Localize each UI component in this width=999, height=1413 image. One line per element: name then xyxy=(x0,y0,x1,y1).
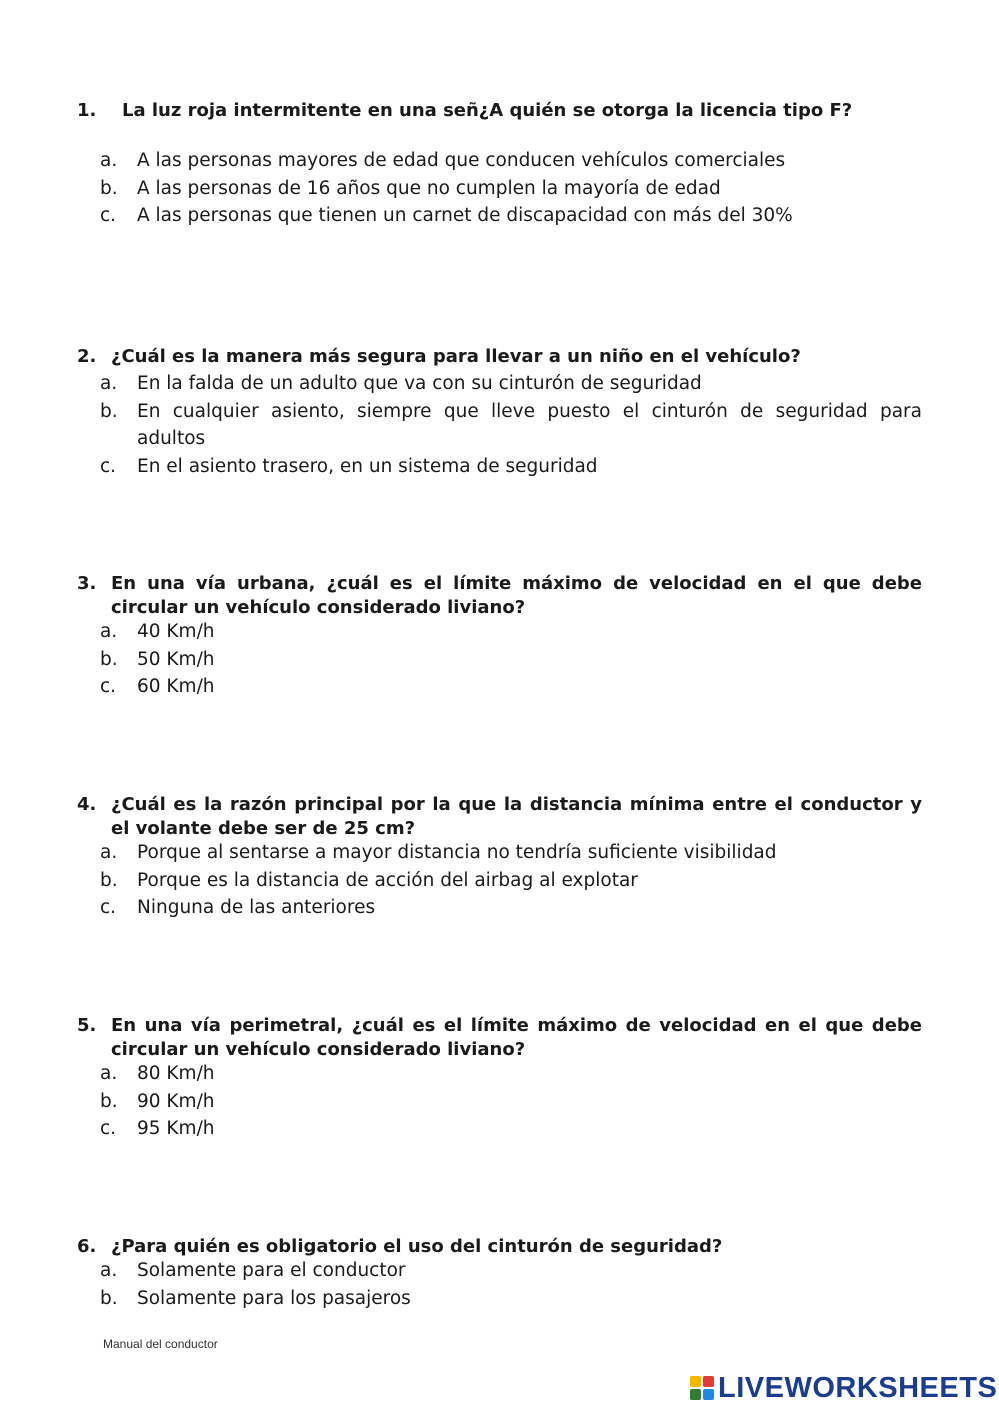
question-2-options xyxy=(100,370,922,480)
option-letter: a. xyxy=(100,150,118,171)
option-c xyxy=(100,894,922,922)
question-text: En una vía urbana, ¿cuál es el límite máximo de velocidad en el que debe circular un vehículo considerado liviano? xyxy=(111,573,922,618)
option-b xyxy=(100,646,922,674)
option-text: 60 Km/h xyxy=(137,676,215,697)
option-letter: c. xyxy=(100,455,117,477)
option-b xyxy=(100,867,922,895)
option-text: En el asiento trasero, en un sistema de seguridad xyxy=(137,455,598,477)
option-text: Ninguna de las anteriores xyxy=(137,897,376,918)
question-5-options xyxy=(100,1060,922,1143)
question-5-title xyxy=(77,1014,922,1062)
question-number: 4. xyxy=(77,794,97,815)
question-3-title xyxy=(77,572,922,620)
option-letter: b. xyxy=(100,400,118,422)
option-letter: c. xyxy=(100,897,117,918)
question-text: ¿Cuál es la razón principal por la que la distancia mínima entre el conductor y el volante debe ser de 25 cm? xyxy=(111,794,922,839)
option-text: En cualquier asiento, siempre que lleve puesto el cinturón de seguridad para adultos xyxy=(137,400,922,449)
question-text: En una vía perimetral, ¿cuál es el límite máximo de velocidad en el que debe circular un vehículo considerado liviano? xyxy=(111,1015,922,1060)
option-b xyxy=(100,398,922,453)
question-3-options xyxy=(100,618,922,701)
footer-note: Manual del conductor xyxy=(103,1337,218,1351)
option-a xyxy=(100,147,922,175)
question-4-title xyxy=(77,793,922,841)
question-text: ¿Cuál es la manera más segura para llevar a un niño en el vehículo? xyxy=(111,346,801,367)
option-b xyxy=(100,1088,922,1116)
question-number: 5. xyxy=(77,1015,97,1036)
option-text: 80 Km/h xyxy=(137,1063,215,1084)
option-b xyxy=(100,1285,922,1313)
question-2-title xyxy=(77,345,922,369)
option-letter: b. xyxy=(100,1287,118,1309)
question-text: ¿Para quién es obligatorio el uso del cinturón de seguridad? xyxy=(111,1236,723,1257)
option-letter: a. xyxy=(100,373,118,394)
option-a xyxy=(100,1060,922,1088)
option-c xyxy=(100,453,922,481)
option-text: 50 Km/h xyxy=(137,648,215,670)
option-b xyxy=(100,175,922,203)
option-text: En la falda de un adulto que va con su cinturón de seguridad xyxy=(137,373,702,394)
option-a xyxy=(100,839,922,867)
question-text: La luz roja intermitente en una señ¿A quién se otorga la licencia tipo F? xyxy=(122,100,853,121)
option-text: A las personas que tienen un carnet de discapacidad con más del 30% xyxy=(137,205,793,226)
question-number: 2. xyxy=(77,346,97,367)
option-a xyxy=(100,618,922,646)
question-number: 6. xyxy=(77,1236,97,1257)
option-text: Solamente para los pasajeros xyxy=(137,1287,411,1309)
question-1-title xyxy=(77,99,922,123)
option-a xyxy=(100,1257,922,1285)
option-letter: a. xyxy=(100,1260,118,1281)
option-letter: b. xyxy=(100,1090,118,1112)
option-letter: b. xyxy=(100,648,118,670)
option-letter: c. xyxy=(100,205,117,226)
option-text: A las personas de 16 años que no cumplen la mayoría de edad xyxy=(137,177,721,199)
option-letter: a. xyxy=(100,842,118,863)
question-6-options xyxy=(100,1257,922,1312)
option-c xyxy=(100,1115,922,1143)
question-number: 3. xyxy=(77,573,97,594)
question-4-options xyxy=(100,839,922,922)
option-text: Porque es la distancia de acción del airbag al explotar xyxy=(137,869,638,891)
question-1-options xyxy=(100,147,922,230)
question-6-title xyxy=(77,1235,922,1259)
option-text: A las personas mayores de edad que conducen vehículos comerciales xyxy=(137,150,786,171)
option-c xyxy=(100,673,922,701)
liveworksheets-logo-icon xyxy=(690,1376,714,1400)
option-text: 40 Km/h xyxy=(137,621,215,642)
option-text: Solamente para el conductor xyxy=(137,1260,406,1281)
option-a xyxy=(100,370,922,398)
liveworksheets-brand[interactable] xyxy=(690,1372,997,1404)
brand-name: LIVEWORKSHEETS xyxy=(718,1371,998,1404)
option-text: 90 Km/h xyxy=(137,1090,215,1112)
option-letter: a. xyxy=(100,621,118,642)
option-letter: b. xyxy=(100,177,118,199)
option-text: 95 Km/h xyxy=(137,1118,215,1139)
option-text: Porque al sentarse a mayor distancia no tendría suficiente visibilidad xyxy=(137,842,777,863)
option-letter: c. xyxy=(100,676,117,697)
option-letter: a. xyxy=(100,1063,118,1084)
option-letter: b. xyxy=(100,869,118,891)
option-c xyxy=(100,202,922,230)
option-letter: c. xyxy=(100,1118,117,1139)
question-number: 1. xyxy=(77,100,97,121)
